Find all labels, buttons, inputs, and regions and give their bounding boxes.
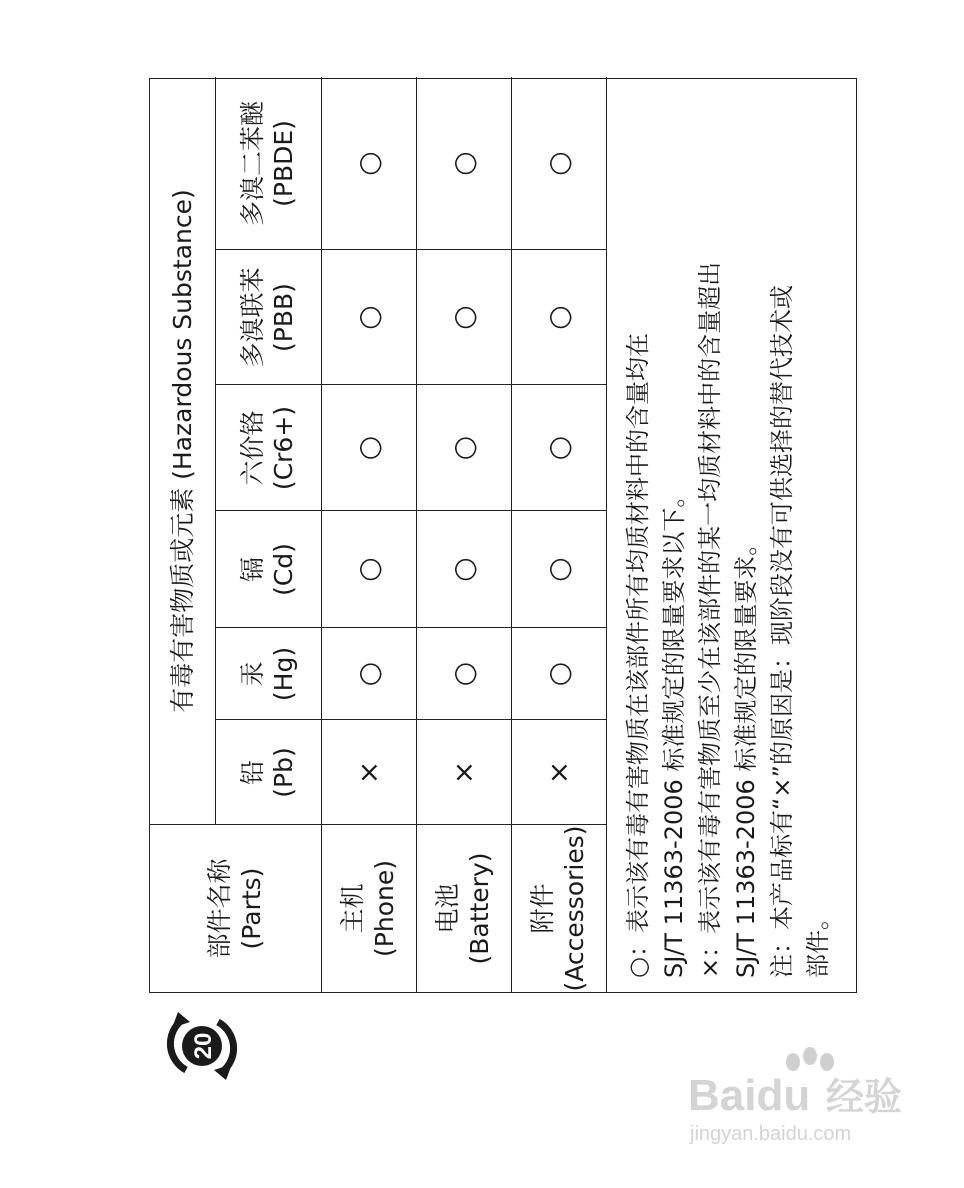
mark-cell: ○: [542, 305, 575, 330]
mark-cell: ○: [447, 151, 480, 176]
substance-header: [215, 511, 321, 628]
part-en: (Accessories): [559, 825, 589, 992]
part-cn: 电池: [433, 883, 463, 934]
mark-cell: ○: [542, 435, 575, 461]
logo-number: 20: [190, 1032, 217, 1060]
mark-cell: ○: [447, 435, 480, 461]
hazard-title: [150, 77, 215, 825]
mark-cell: ×: [447, 760, 480, 785]
substance-en: (Cd): [269, 543, 298, 596]
substance-en: (PBDE): [269, 120, 298, 207]
mark-cell: ○: [447, 305, 480, 330]
parts-header-en: (Parts): [236, 867, 266, 950]
substance-header: [215, 385, 321, 511]
part-cn: 主机: [338, 883, 368, 934]
mark-cell: ×: [542, 760, 575, 785]
substance-cn: 汞: [237, 661, 267, 687]
substance-en: (Cr6+): [269, 405, 298, 491]
substance-cn: 多溴二苯醚: [237, 101, 267, 227]
substance-cn: 铅: [237, 760, 267, 786]
mark-cell: ○: [352, 305, 385, 330]
note-line: 部件。: [804, 906, 832, 978]
substance-header: [215, 250, 321, 385]
mark-cell: ○: [447, 661, 480, 687]
substance-en: (Pb): [269, 747, 298, 798]
table-divider: [606, 77, 607, 992]
substance-en: (PBB): [269, 283, 298, 352]
notes: [620, 78, 836, 978]
note-line: SJ/T 11363-2006 标准规定的限量要求。: [732, 531, 760, 978]
logo-arrow-head: [214, 1064, 232, 1080]
part-en: (Battery): [464, 852, 494, 965]
mark-cell: ○: [352, 661, 385, 687]
mark-cell: ○: [447, 557, 480, 582]
mark-cell: ○: [542, 151, 575, 176]
rotated-content: [149, 78, 857, 993]
substance-cn: 多溴联苯: [237, 267, 267, 368]
substance-header: [215, 77, 321, 250]
mark-cell: ○: [352, 435, 385, 461]
note-line: 注：本产品标有“×”的原因是：现阶段没有可供选择的替代技术或: [768, 285, 796, 978]
part-label-battery: [416, 825, 511, 992]
substance-header: [215, 720, 321, 825]
mark-cell: ○: [542, 557, 575, 582]
efup-logo: [164, 1000, 240, 1092]
note-line: ×：表示该有毒有害物质至少在该部件的某一均质材料中的含量超出: [696, 261, 724, 978]
substance-en: (Hg): [269, 646, 298, 702]
hazard-title-text: 有毒有害物质或元素 (Hazardous Substance): [167, 189, 197, 713]
watermark-cn: 经验: [826, 1075, 903, 1119]
substance-header: [215, 628, 321, 720]
parts-header-cn: 部件名称: [205, 858, 235, 959]
part-en: (Phone): [369, 860, 399, 957]
mark-cell: ○: [352, 557, 385, 582]
paw-icon: [786, 1047, 834, 1071]
mark-cell: ○: [352, 151, 385, 176]
watermark-brand: Baidu: [688, 1071, 811, 1120]
substance-cn: 镉: [237, 557, 267, 583]
hazard-table: [149, 78, 857, 993]
watermark-url: jingyan.baidu.com: [690, 1123, 852, 1145]
mark-cell: ×: [352, 760, 385, 785]
part-label-accessories: [511, 825, 606, 992]
watermark: [686, 1040, 906, 1150]
parts-header: [150, 825, 321, 992]
mark-cell: ○: [542, 661, 575, 687]
logo-arrow-head: [172, 1012, 190, 1028]
note-line: ○：表示该有毒有害物质在该部件所有均质材料中的含量均在: [624, 333, 652, 978]
part-cn: 附件: [528, 883, 558, 934]
part-label-phone: [321, 825, 416, 992]
substance-cn: 六价铬: [237, 410, 267, 486]
note-line: SJ/T 11363-2006 标准规定的限量要求以下。: [660, 483, 688, 978]
